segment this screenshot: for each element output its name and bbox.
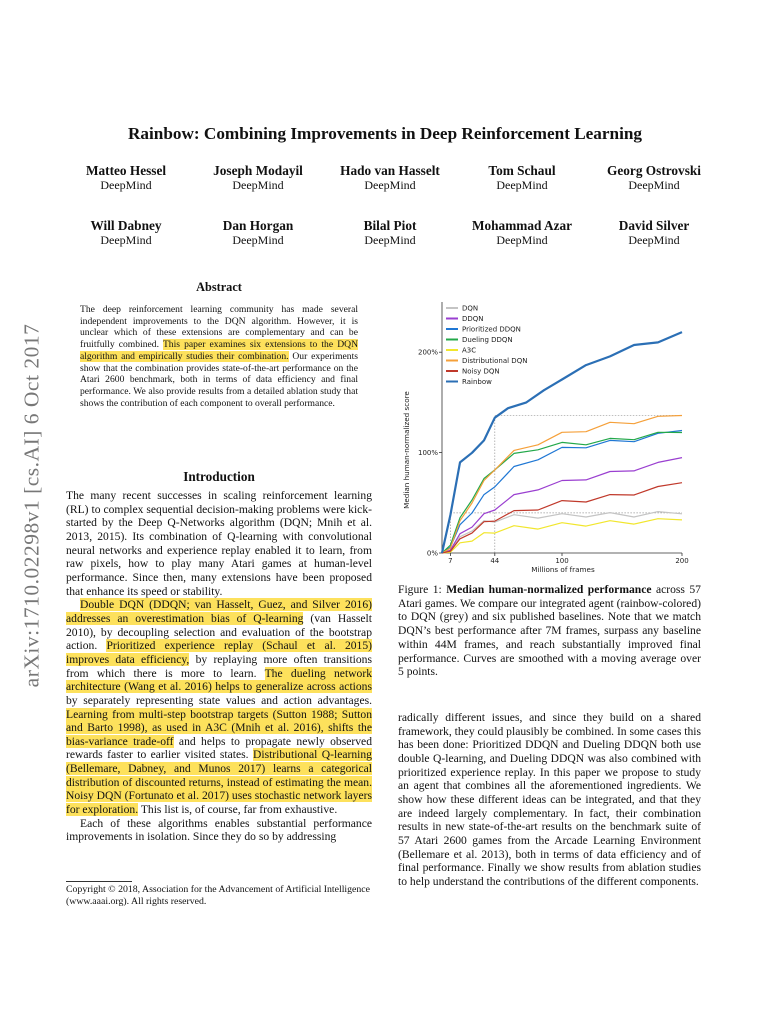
legend-label: Noisy DQN [462,367,500,376]
abstract-highlight: This paper examines six extensions to the DQN algorithm and empirically studies their combination. [80,339,359,362]
copyright-notice: Copyright © 2018, Association for the Advancement of Artificial Intelligence (www.aaai.org). All rights reserved. [66,884,370,907]
highlight-noisy-dqn: Noisy DQN (Fortunato et al. 2017) uses stochastic network layers for exploration. [66,789,372,817]
author-affiliation: DeepMind [364,233,416,247]
arxiv-sidebar [14,270,50,740]
author-name: Dan Horgan [222,218,294,233]
abstract-part-1: The deep reinforcement learning community has made several independent improvements to the DQN algorithm. However, it is unclear which of these extensions are complementary and can be fruitfully combined. [80,304,358,351]
y-tick-label: 200% [417,348,438,357]
intro-text: (van Hasselt 2010), by decoupling selection and evaluation of the bootstrap action. [66,611,372,653]
intro-text: This list is, of course, far from exhaustive. [138,803,338,817]
caption-bold: Median human-normalized performance [446,583,652,596]
author-name: Georg Ostrovski [607,163,701,178]
abstract-part-2: Our experiments show that the combination provides state-of-the-art performance on the Atari 2600 benchmark, both in terms of data efficiency and final performance. We also provide results from a detailed ablation study that shows the contribution of each component to overall performance. [80,350,358,409]
author-name: Tom Schaul [488,163,556,178]
introduction-heading: Introduction [183,469,255,484]
author-row-2 [60,218,720,248]
x-tick-label: 44 [490,557,500,565]
series-line [442,512,682,553]
author [588,163,720,193]
highlight-prioritized-replay: Prioritized experience replay (Schaul et al. 2015) improves data efficiency, [66,639,372,666]
author-row-1 [60,163,720,193]
author [588,218,720,248]
abstract-text [80,304,358,409]
highlight-double-dqn: Double DQN (DDQN; van Hasselt, Guez, and Silver 2016) addresses an overestimation bias of Q-learning [66,598,372,625]
legend-label: Dueling DDQN [462,336,513,344]
legend-label: DQN [462,304,479,313]
author-name: Will Dabney [90,218,162,233]
highlight-dueling: The dueling network architecture (Wang et al. 2016) helps to generalize across actions [66,666,372,694]
author-name: Matteo Hessel [85,163,167,178]
arxiv-identifier: arXiv:1710.02298v1 [cs.AI] 6 Oct 2017 [19,323,44,687]
x-tick-label: 7 [448,557,453,565]
author [324,218,456,248]
series-line [442,483,682,553]
intro-text: by replaying more often transitions from which there is more to learn. [66,652,372,680]
legend-label: Prioritized DDQN [462,325,521,334]
performance-chart [398,290,698,575]
author-affiliation: DeepMind [364,178,416,192]
author-name: Mohammad Azar [471,218,573,233]
legend-label: Rainbow [462,378,492,386]
intro-text: by separately representing state values and action advantages. [66,693,372,707]
author [192,218,324,248]
intro-paragraph-1: The many recent successes in scaling reinforcement learning (RL) to complex sequential decision-making problems were kick-started by the Deep Q-Networks algorithm (DQN; Mnih et al. 2013, 2015). Its combination of Q-learning with convolutional neural networks and experience replay enabled it to learn, from raw pixels, how to play many Atari games at human-level performance. Since then, many extensions have been proposed that enhance its speed or stability. [66,489,372,598]
author [456,218,588,248]
paper-title: Rainbow: Combining Improvements in Deep Reinforcement Learning [127,124,643,143]
author [60,218,192,248]
author [60,163,192,193]
author-name: Joseph Modayil [213,163,303,178]
author [456,163,588,193]
author [324,163,456,193]
highlight-distributional: Distributional Q-learning (Bellemare, Dabney, and Munos 2017) learns a categorical distribution of discounted returns, instead of estimating the mean. [66,748,372,789]
y-tick-label: 100% [417,449,438,458]
intro-paragraph-2 [66,598,372,817]
author-affiliation: DeepMind [496,178,548,192]
y-tick-label: 0% [426,549,438,558]
footnote-rule [66,881,132,882]
author-affiliation: DeepMind [232,178,284,192]
author-affiliation: DeepMind [628,233,680,247]
legend-label: A3C [462,346,477,355]
author-name: Hado van Hasselt [340,163,440,178]
introduction-body [66,489,372,844]
highlight-multi-step: Learning from multi-step bootstrap targets (Sutton 1988; Sutton and Barto 1998), as used in A3C (Mnih et al. 2016), shifts the bias-variance trade-off [66,707,372,748]
author-affiliation: DeepMind [232,233,284,247]
caption-text: across 57 Atari games. We compare our integrated agent (rainbow-colored) to DQN (grey) and six published baselines. Note that we match DQN’s best performance after 7M frames, surpass any baseline within 44M frames, and reach substantially improved final performance. Curves are smoothed with a moving average over 5 points. [398,583,701,679]
legend-label: Distributional DQN [462,357,528,365]
caption-label: Figure 1: [398,583,447,596]
series-line [442,458,682,553]
intro-text: and helps to propagate newly observed rewards faster to earlier visited states. [66,734,372,762]
right-column-text: radically different issues, and since they build on a shared framework, they could plausibly be combined. In some cases this has been done: Prioritized DDQN and Dueling DDQN both use double Q-learning, and Dueling DDQN was also combined with prioritized experience replay. In this paper we propose to study an agent that combines all the aforementioned ingredients. We show how these different ideas can be integrated, and that they are indeed largely complementary. In fact, their combination results in new state-of-the-art results on the benchmark suite of 57 Atari 2600 games from the Arcade Learning Environment (Bellemare et al. 2013), both in terms of data efficiency and of final performance. Finally we show results from ablation studies to help understand the contributions of the different components. [398,711,701,888]
intro-paragraph-3: Each of these algorithms enables substantial performance improvements in isolation. Since they do so by addressing [66,816,372,844]
chart-xlabel: Millions of frames [531,565,595,574]
author-affiliation: DeepMind [100,233,152,247]
chart-legend [446,305,527,387]
figure-caption [398,583,701,679]
abstract-heading: Abstract [196,280,242,294]
chart-ylabel: Median human-normalized score [402,391,411,509]
x-tick-label: 100 [555,557,569,565]
x-tick-label: 200 [675,557,689,565]
author-affiliation: DeepMind [628,178,680,192]
series-line [442,519,682,553]
author-affiliation: DeepMind [100,178,152,192]
chart-series-lines [442,332,682,553]
legend-label: DDQN [462,315,484,323]
author-affiliation: DeepMind [496,233,548,247]
author-name: David Silver [618,218,690,233]
author-name: Bilal Piot [363,218,417,233]
author [192,163,324,193]
